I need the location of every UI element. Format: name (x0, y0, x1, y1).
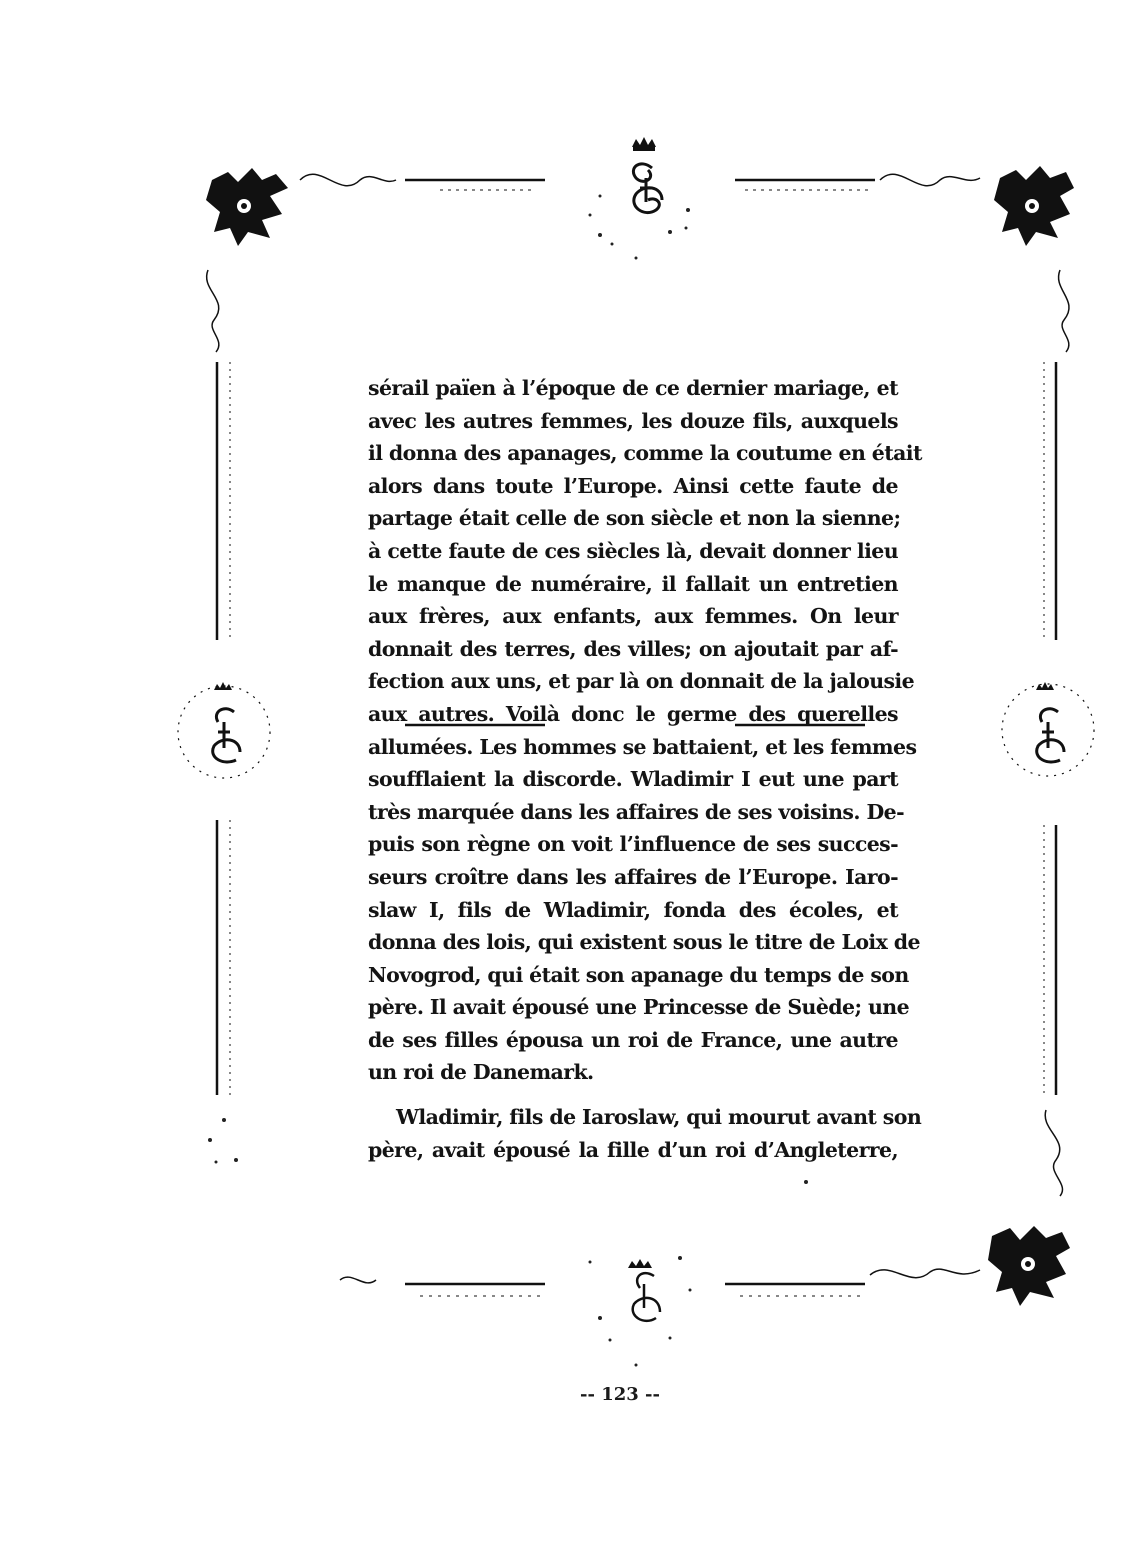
text-line: à cette faute de ces siècles là, devait donner lieu (368, 538, 898, 563)
text-line: il donna des apanages, comme la coutume en était (368, 441, 922, 466)
text-line: alors dans toute l’Europe. Ainsi cette faute de (368, 473, 898, 498)
crown-icon (1036, 682, 1054, 690)
text-line: le manque de numéraire, il fallait un entretien (368, 571, 898, 596)
text-line: puis son règne on voit l’influence de ses succes- (368, 832, 898, 857)
text-line: père. Il avait épousé une Princesse de Suède; une (368, 995, 910, 1020)
text-line: slaw I, fils de Wladimir, fonda des écoles, et (368, 897, 898, 922)
monogram-icon (213, 709, 240, 762)
text-line: soufflaient la discorde. Wladimir I eut une part (368, 767, 898, 792)
text-line: aux autres. Voilà donc le germe des querelles (368, 701, 898, 726)
body-text (368, 372, 922, 1166)
text-line: très marquée dans les affaires de ses voisins. De- (368, 799, 904, 824)
text-line: aux frères, aux enfants, aux femmes. On leur (368, 604, 898, 629)
text-line: donnait des terres, des villes; on ajoutait par af- (368, 636, 898, 661)
text-line: père, avait épousé la fille d’un roi d’Angleterre, (368, 1137, 898, 1162)
text-line: partage était celle de son siècle et non la sienne; (368, 506, 901, 531)
text-line: donna des lois, qui existent sous le titre de Loix de (368, 930, 920, 955)
text-line: Novogrod, qui était son apanage du temps de son (368, 962, 909, 987)
text-line: un roi de Danemark. (368, 1060, 594, 1085)
text-line: sérail païen à l’époque de ce dernier mariage, et (368, 376, 898, 400)
text-line: seurs croître dans les affaires de l’Europe. Iaro- (368, 864, 898, 889)
monogram-icon (1037, 709, 1064, 762)
page-number: -- 123 -- (580, 1384, 660, 1405)
paragraph-gap (368, 1089, 898, 1101)
text-line: allumées. Les hommes se battaient, et les femmes (368, 734, 917, 759)
text-line: avec les autres femmes, les douze fils, auxquels (368, 408, 898, 433)
text-line: Wladimir, fils de Iaroslaw, qui mourut avant son (396, 1105, 922, 1130)
text-line: fection aux uns, et par là on donnait de la jalousie (368, 669, 915, 694)
text-line: de ses filles épousa un roi de France, une autre (368, 1027, 898, 1052)
